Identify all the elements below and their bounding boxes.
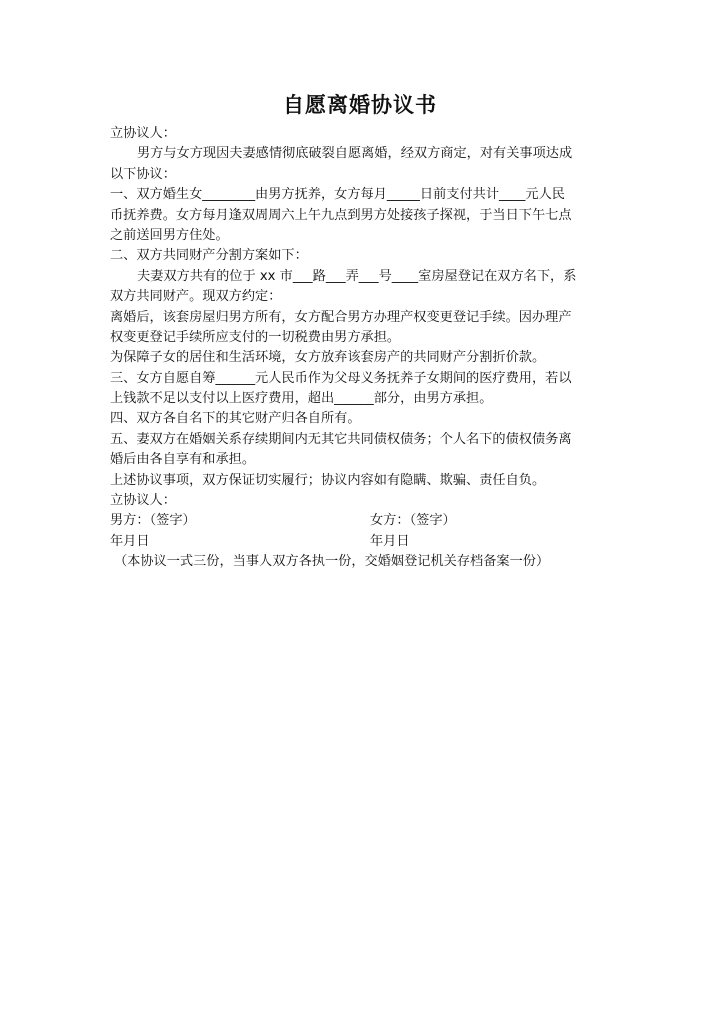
clause-5-line-2: 婚后由各自享有和承担。 xyxy=(110,452,256,468)
clause-2-line-5: 为保障子女的居住和生活环境，女方放弃该套房产的共同财产分割折价款。 xyxy=(110,350,546,366)
clause-2-line-3: 离婚后，该套房屋归男方所有，女方配合男方办理产权变更登记手续。因办理产 xyxy=(110,309,572,325)
clause-3-line-2: 上钱款不足以支付以上医疗费用，超出______部分，由男方承担。 xyxy=(110,391,493,407)
clause-2-line-1: 夫妻双方共有的位于 xx 市___路___弄___号____室房屋登记在双方名下，系 xyxy=(137,268,577,284)
intro-paragraph-line-2: 以下协议： xyxy=(110,166,176,182)
document-body xyxy=(110,124,614,573)
female-signature-label: 女方：（签字） xyxy=(370,513,456,529)
signatory-heading: 立协议人： xyxy=(110,493,176,509)
clause-1-line-3: 之前送回男方住处。 xyxy=(110,227,229,243)
clause-2-heading: 二、双方共同财产分割方案如下： xyxy=(110,248,308,264)
clause-3-line-1: 三、女方自愿自筹______元人民币作为父母义务抚养子女期间的医疗费用，若以 xyxy=(110,370,572,386)
copies-note: （本协议一式三份，当事人双方各执一份，交婚姻登记机关存档备案一份） xyxy=(114,554,550,570)
document-title: 自愿离婚协议书 xyxy=(283,93,437,117)
male-signature-label: 男方：（签字） xyxy=(110,513,196,529)
clause-5-line-1: 五、妻双方在婚姻关系存续期间内无其它共同债权债务；个人名下的债权债务离 xyxy=(110,431,572,447)
guarantee-statement: 上述协议事项，双方保证切实履行；协议内容如有隐瞒、欺骗、责任自负。 xyxy=(110,472,546,488)
clause-4: 四、双方各自名下的其它财产归各自所有。 xyxy=(110,411,361,427)
clause-1-line-2: 币抚养费。女方每月逢双周周六上午九点到男方处接孩子探视，于当日下午七点 xyxy=(110,207,572,223)
clause-1-line-1: 一、双方婚生女________由男方抚养，女方每月_____日前支付共计____元人民 xyxy=(110,187,565,203)
date-row xyxy=(110,532,614,552)
clause-2-line-4: 权变更登记手续所应支付的一切税费由男方承担。 xyxy=(110,329,401,345)
party-heading: 立协议人： xyxy=(110,126,176,141)
intro-paragraph-line-1: 男方与女方现因夫妻感情彻底破裂自愿离婚，经双方商定，对有关事项达成 xyxy=(137,146,573,162)
female-date-label: 年月日 xyxy=(370,533,410,549)
signature-row xyxy=(110,511,614,531)
clause-2-line-2: 双方共同财产。现双方约定： xyxy=(110,289,282,305)
male-date-label: 年月日 xyxy=(110,533,150,549)
